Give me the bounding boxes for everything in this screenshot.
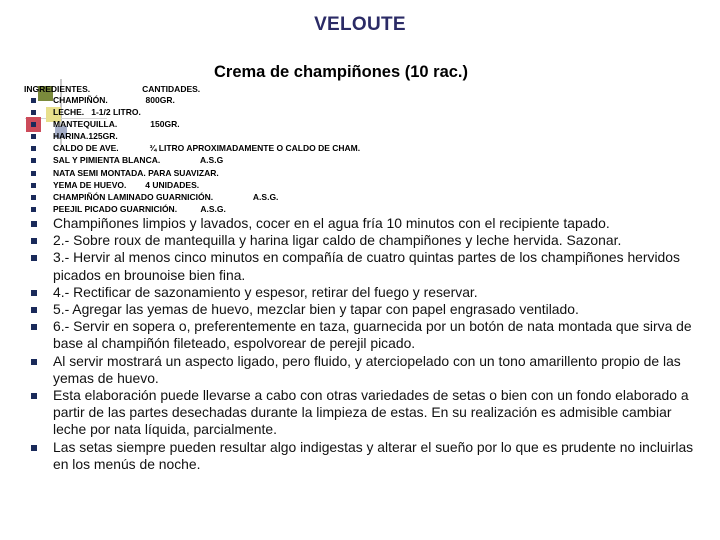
ingredient-item	[31, 106, 360, 118]
square-bullet-icon	[31, 290, 37, 296]
ingredient-item	[31, 142, 360, 154]
square-bullet-icon	[31, 146, 36, 151]
step-item	[31, 249, 701, 283]
step-item	[31, 318, 701, 352]
square-bullet-icon	[31, 255, 37, 261]
square-bullet-icon	[31, 445, 37, 451]
step-item	[31, 232, 701, 249]
ingredient-text: YEMA DE HUEVO. 4 UNIDADES.	[53, 179, 200, 190]
step-item	[31, 284, 701, 301]
step-text: Champiñones limpios y lavados, cocer en el agua fría 10 minutos con el recipiente tapado.	[53, 215, 610, 231]
ingredient-text: HARINA.125GR.	[53, 131, 118, 142]
ingredients-header: INGREDIENTES. CANTIDADES.	[24, 84, 201, 94]
square-bullet-icon	[31, 98, 36, 103]
square-bullet-icon	[31, 393, 37, 399]
square-bullet-icon	[31, 134, 36, 139]
step-text: Las setas siempre pueden resultar algo indigestas y alterar el sueño por lo que es prudente no incluirlas en los menús de noche.	[53, 438, 694, 472]
ingredient-item	[31, 167, 360, 179]
step-text: 5.- Agregar las yemas de huevo, mezclar bien y tapar con papel engrasado ventilado.	[53, 301, 579, 318]
recipe-subtitle: Crema de champiñones (10 rac.)	[214, 63, 469, 81]
ingredients-list	[31, 94, 360, 215]
square-bullet-icon	[31, 171, 36, 176]
step-text: 3.- Hervir al menos cinco minutos en compañía de cuatro quintas partes de los champiñones hervidos picados en brounoise bien fina.	[53, 249, 680, 283]
ingredient-item	[31, 118, 360, 130]
square-bullet-icon	[31, 307, 37, 313]
ingredient-text: SAL Y PIMIENTA BLANCA. A.S.G	[53, 155, 224, 166]
ingredient-item	[31, 203, 360, 215]
step-text: Esta elaboración puede llevarse a cabo con otras variedades de setas o bien con un fondo elaborado a partir de las partes desechadas durante la limpieza de estas. En su realización es admisible cambiar leche por nata líquida, parcialmente.	[53, 387, 689, 438]
square-bullet-icon	[31, 359, 37, 365]
ingredient-item	[31, 191, 360, 203]
ingredient-text: PEEJIL PICADO GUARNICIÓN. A.S.G.	[53, 203, 226, 214]
square-bullet-icon	[31, 324, 37, 330]
step-item	[31, 353, 701, 387]
step-text: 4.- Rectificar de sazonamiento y espesor, retirar del fuego y reservar.	[53, 283, 478, 300]
square-bullet-icon	[31, 195, 36, 200]
square-bullet-icon	[31, 158, 36, 163]
step-item	[31, 439, 701, 473]
square-bullet-icon	[31, 110, 36, 115]
ingredient-item	[31, 179, 360, 191]
square-bullet-icon	[31, 183, 36, 188]
ingredient-text: CALDO DE AVE. ¾ LITRO APROXIMADAMENTE O CALDO DE CHAM.	[53, 143, 361, 154]
steps-list	[31, 215, 701, 473]
step-item	[31, 301, 701, 318]
square-bullet-icon	[31, 238, 37, 244]
ingredient-text: CHAMPIÑÓN LAMINADO GUARNICIÓN. A.S.G.	[53, 191, 279, 202]
square-bullet-icon	[31, 221, 37, 227]
ingredient-text: MANTEQUILLA. 150GR.	[53, 119, 180, 130]
step-item	[31, 215, 701, 232]
step-text: 6.- Servir en sopera o, preferentemente en taza, guarnecida por un botón de nata montada que sirva de base al champiñón fileteado, espolvorear de perejil picado.	[53, 318, 692, 352]
square-bullet-icon	[31, 207, 36, 212]
square-bullet-icon	[31, 122, 36, 127]
ingredient-text: NATA SEMI MONTADA. PARA SUAVIZAR.	[53, 167, 219, 178]
ingredient-item	[31, 94, 360, 106]
step-text: 2.- Sobre roux de mantequilla y harina ligar caldo de champiñones y leche hervida. Sazonar.	[53, 232, 622, 249]
ingredient-text: CHAMPIÑÓN. 800GR.	[53, 95, 175, 105]
page-title: VELOUTE	[314, 14, 406, 35]
ingredient-item	[31, 154, 360, 166]
ingredient-text: LECHE. 1-1/2 LITRO.	[53, 107, 141, 118]
step-text: Al servir mostrará un aspecto ligado, pero fluido, y aterciopelado con un tono amarillento propio de las yemas de huevo.	[53, 352, 681, 386]
ingredient-item	[31, 130, 360, 142]
step-item	[31, 387, 701, 439]
